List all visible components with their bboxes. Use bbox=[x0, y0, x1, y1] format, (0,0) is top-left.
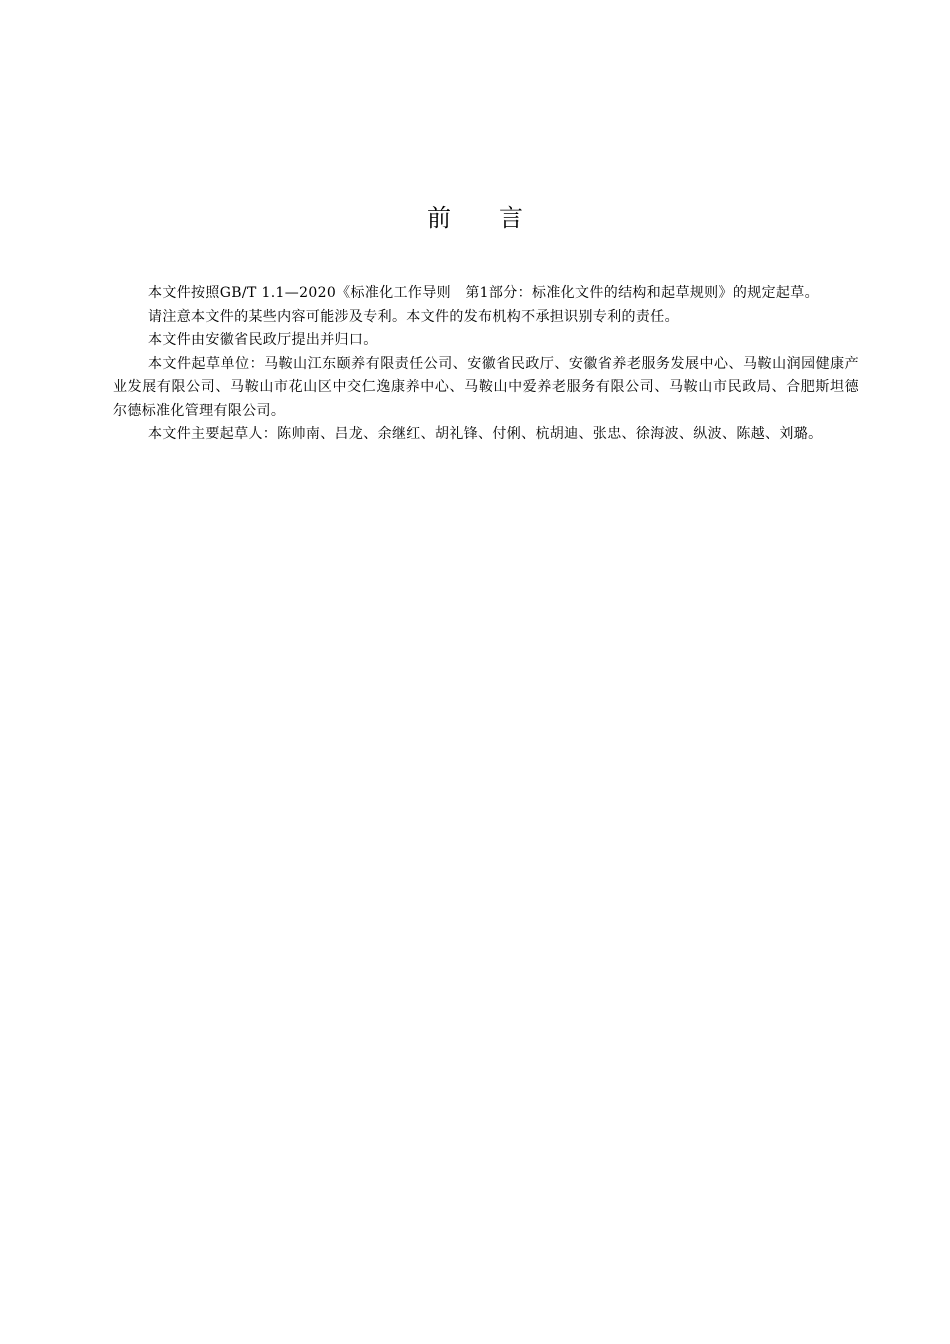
paragraph-drafting-rules: 本文件按照GB/T 1.1—2020《标准化工作导则 第1部分：标准化文件的结构和起草规则》的规定起草。 bbox=[148, 285, 819, 301]
paragraph-main-drafters: 本文件主要起草人：陈帅南、吕龙、余继红、胡礼锋、付俐、杭胡迪、张忠、徐海波、纵波、陈越、刘璐。 bbox=[148, 426, 823, 442]
foreword-body bbox=[113, 282, 859, 447]
paragraph-patent-notice: 请注意本文件的某些内容可能涉及专利。本文件的发布机构不承担识别专利的责任。 bbox=[148, 308, 679, 325]
page-title: 前言 bbox=[427, 204, 571, 232]
paragraph-drafting-units: 本文件起草单位：马鞍山江东颐养有限责任公司、安徽省民政厅、安徽省养老服务发展中心、马鞍山润园健康产业发展有限公司、马鞍山市花山区中交仁逸康养中心、马鞍山中爱养老服务有限公司、马鞍山市民政局、合肥斯坦德尔德标准化管理有限公司。 bbox=[113, 355, 859, 419]
paragraph-proposer: 本文件由安徽省民政厅提出并归口。 bbox=[148, 332, 378, 348]
